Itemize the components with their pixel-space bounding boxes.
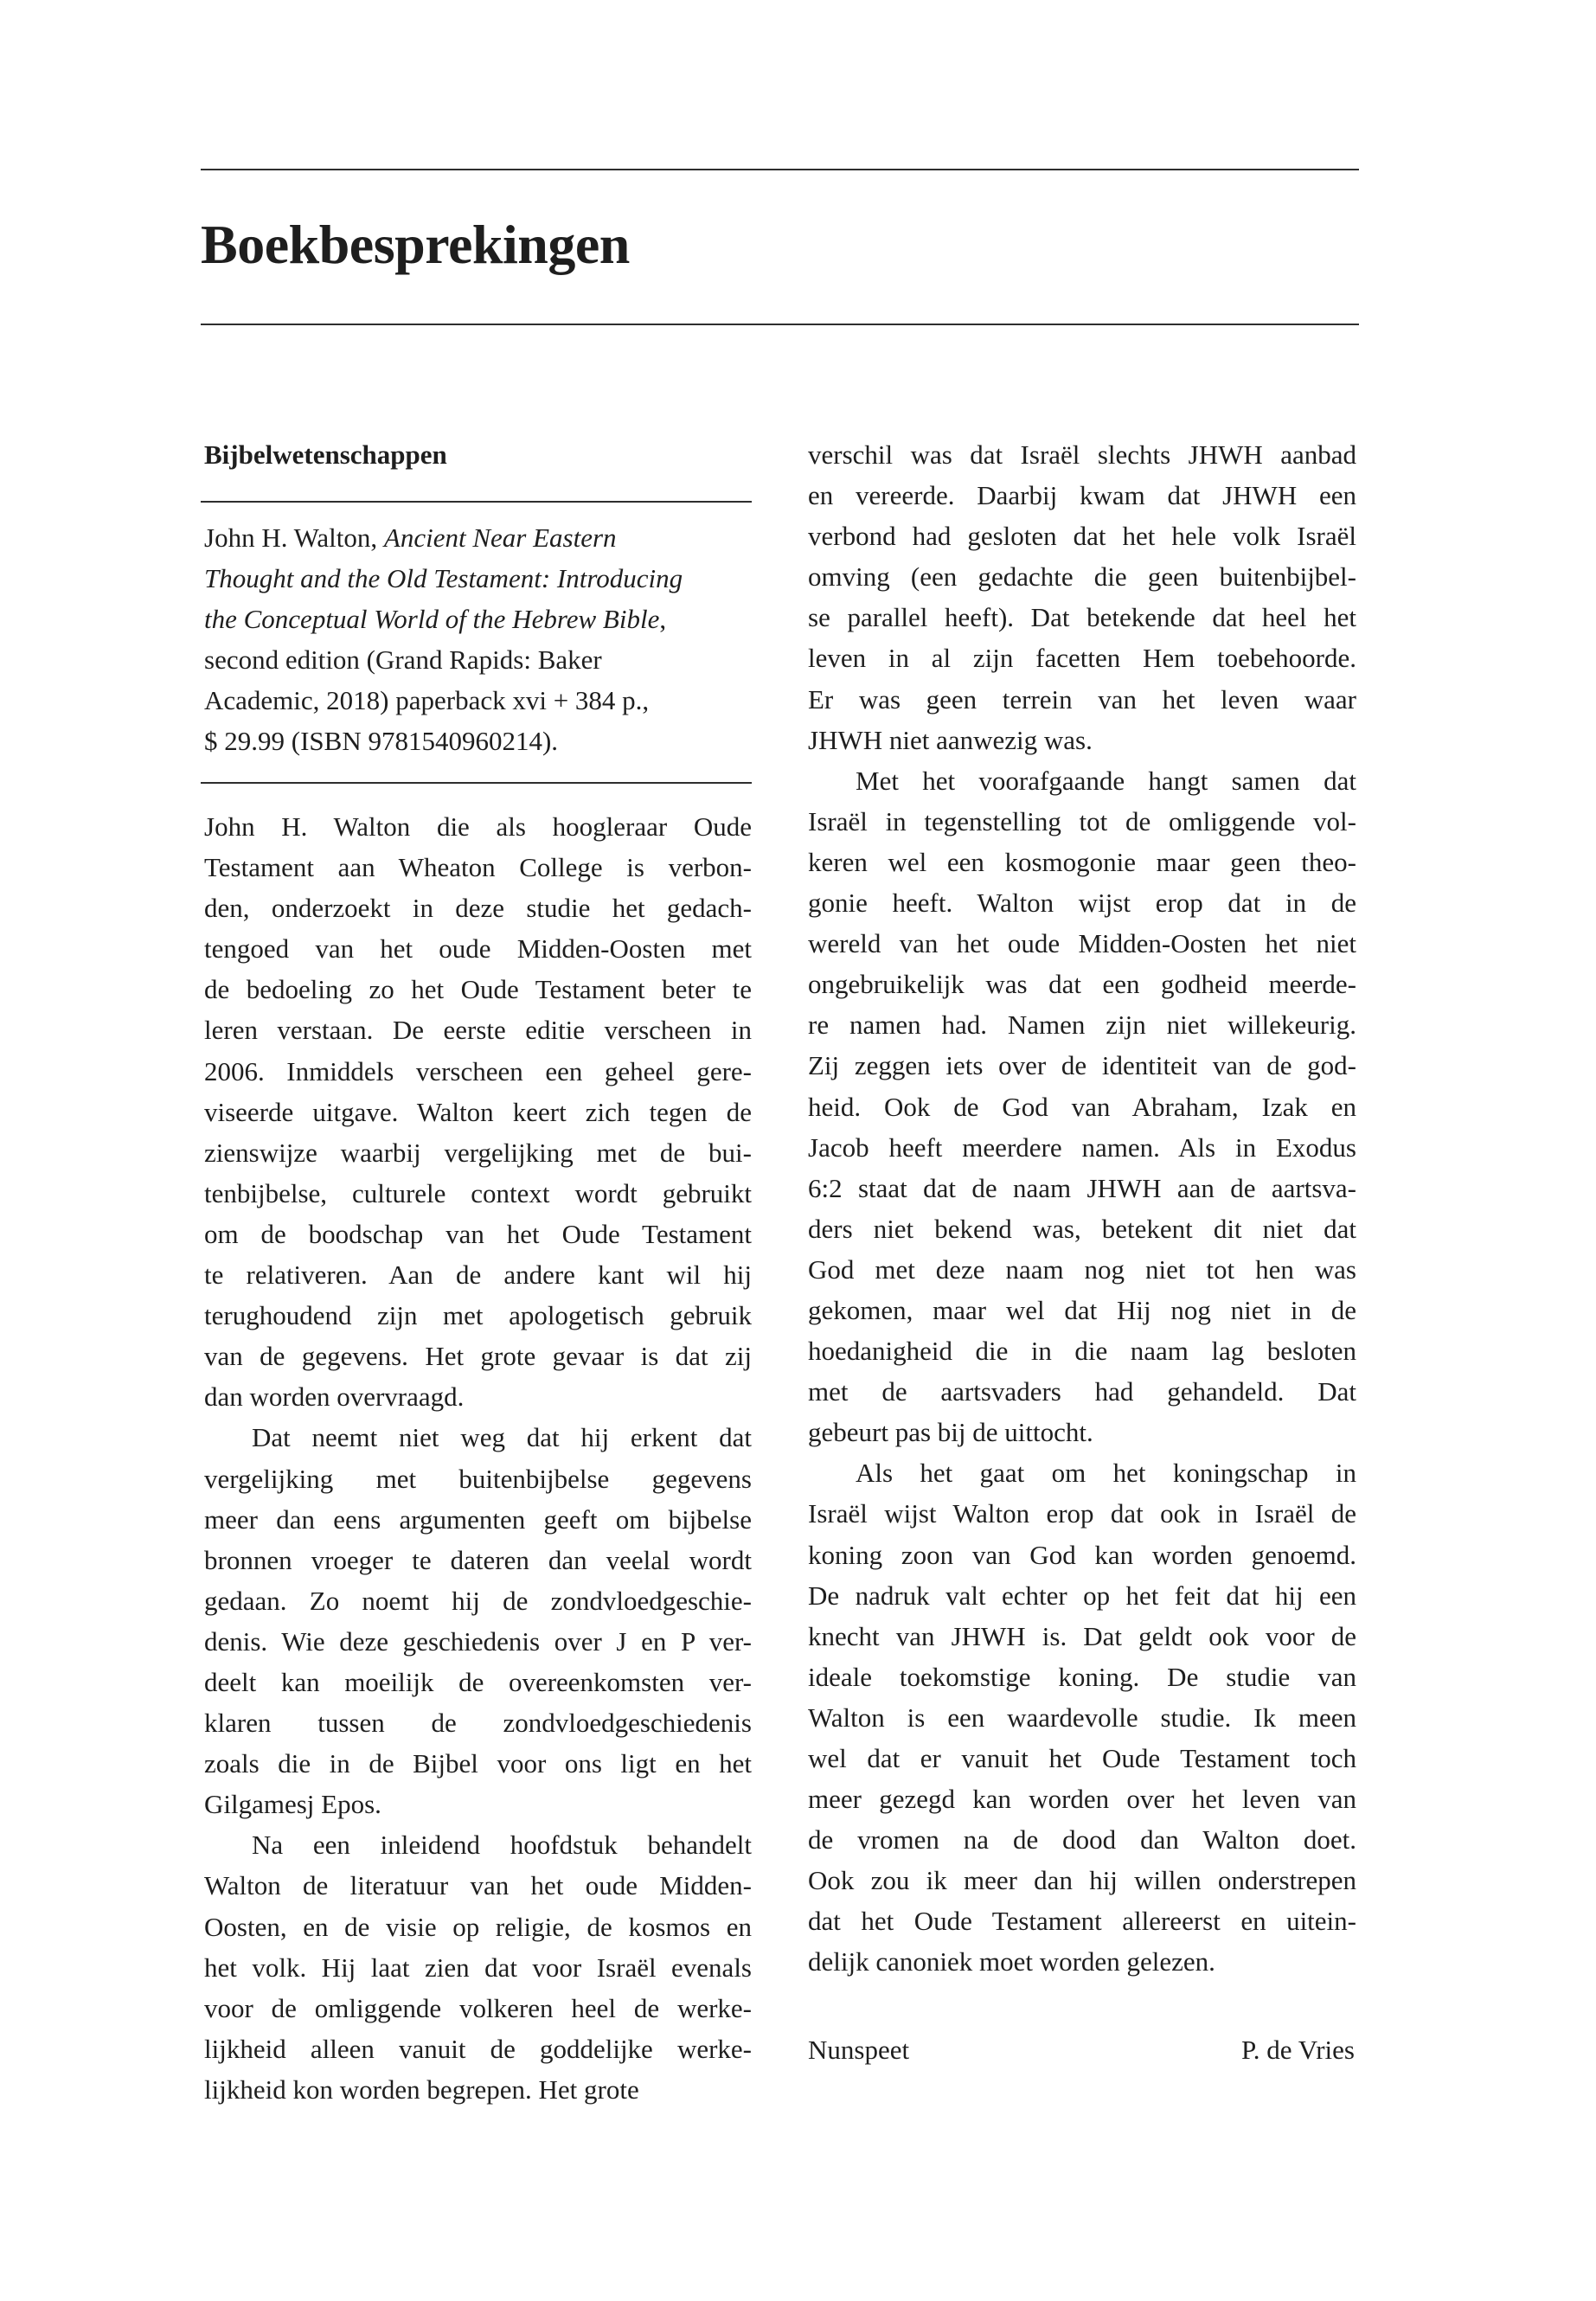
text-line: John H. Walton die als hoogleraar Oude bbox=[204, 811, 752, 842]
text-line: zienswijze waarbij vergelijking met de bui- bbox=[204, 1137, 752, 1168]
text-line: terughoudend zijn met apologetisch gebruik bbox=[204, 1300, 752, 1331]
text-line: gedaan. Zo noemt hij de zondvloedgeschie- bbox=[204, 1585, 752, 1616]
text-line: deelt kan moeilijk de overeenkomsten ver- bbox=[204, 1666, 752, 1697]
text-line: Ook zou ik meer dan hij willen onderstrepen bbox=[808, 1865, 1356, 1896]
page-title: Boekbesprekingen bbox=[201, 214, 630, 275]
citation-bottom-rule bbox=[201, 782, 752, 784]
text-line: delijk canoniek moet worden gelezen. bbox=[808, 1946, 1215, 1977]
text-line: Dat neemt niet weg dat hij erkent dat bbox=[252, 1422, 752, 1453]
text-line: meer dan eens argumenten geeft om bijbelse bbox=[204, 1503, 752, 1535]
paragraph bbox=[204, 806, 752, 1417]
citation-author: John H. Walton, bbox=[204, 522, 384, 553]
text-line: gonie heeft. Walton wijst erop dat in de bbox=[808, 888, 1356, 919]
text-line: De nadruk valt echter op het feit dat hij een bbox=[808, 1580, 1356, 1611]
paragraph bbox=[808, 434, 1356, 760]
citation-comma: , bbox=[659, 604, 667, 635]
text-line: om de boodschap van het Oude Testament bbox=[204, 1218, 752, 1249]
citation-line: $ 29.99 (ISBN 9781540960214). bbox=[204, 726, 559, 757]
citation-title: the Conceptual World of the Hebrew Bible bbox=[204, 604, 660, 635]
text-line: heid. Ook de God van Abraham, Izak en bbox=[808, 1091, 1356, 1122]
text-line: lijkheid alleen vanuit de goddelijke werke- bbox=[204, 2033, 752, 2064]
text-line: Jacob heeft meerdere namen. Als in Exodus bbox=[808, 1131, 1356, 1163]
title-bottom-rule bbox=[201, 324, 1359, 325]
text-line: Er was geen terrein van het leven waar bbox=[808, 683, 1356, 715]
text-line: met de aartsvaders had gehandeld. Dat bbox=[808, 1376, 1356, 1407]
text-line: verschil was dat Israël slechts JHWH aanbad bbox=[808, 439, 1356, 470]
signature-author: P. de Vries bbox=[1240, 2035, 1355, 2065]
text-line: JHWH niet aanwezig was. bbox=[808, 724, 1093, 755]
text-line: verbond had gesloten dat het hele volk Israël bbox=[808, 521, 1356, 552]
text-line: tengoed van het oude Midden-Oosten met bbox=[204, 933, 752, 965]
text-line: Israël wijst Walton erop dat ook in Israël de bbox=[808, 1498, 1356, 1529]
paragraph bbox=[204, 1417, 752, 1824]
text-line: voor de omliggende volkeren heel de werke- bbox=[204, 1992, 752, 2023]
text-line: keren wel een kosmogonie maar geen theo- bbox=[808, 846, 1356, 877]
text-line: knecht van JHWH is. Dat geldt ook voor de bbox=[808, 1620, 1356, 1651]
section-heading: Bijbelwetenschappen bbox=[204, 439, 447, 470]
citation-line bbox=[204, 559, 758, 599]
text-line: ongebruikelijk was dat een godheid meerde- bbox=[808, 969, 1356, 1000]
text-line: vergelijking met buitenbijbelse gegevens bbox=[204, 1463, 752, 1494]
text-line: koning zoon van God kan worden genoemd. bbox=[808, 1539, 1356, 1570]
citation-line: second edition (Grand Rapids: Baker bbox=[204, 644, 602, 676]
text-line: van de gegevens. Het grote gevaar is dat zij bbox=[204, 1341, 752, 1372]
text-line: den, onderzoekt in deze studie het gedach- bbox=[204, 893, 752, 924]
text-line: het volk. Hij laat zien dat voor Israël evenals bbox=[204, 1952, 752, 1983]
text-line: de vromen na de dood dan Walton doet. bbox=[808, 1824, 1356, 1856]
text-line: omving (een gedachte die geen buitenbijbel- bbox=[808, 561, 1356, 593]
text-line: Israël in tegenstelling tot de omliggende vol- bbox=[808, 805, 1356, 836]
text-line: wereld van het oude Midden-Oosten het niet bbox=[808, 928, 1356, 959]
text-line: wel dat er vanuit het Oude Testament toch bbox=[808, 1743, 1356, 1773]
text-line: bronnen vroeger te dateren dan veelal wordt bbox=[204, 1544, 752, 1575]
paragraph bbox=[204, 1824, 752, 2110]
text-line: 2006. Inmiddels verscheen een geheel gere- bbox=[204, 1055, 752, 1086]
text-line: hoedanigheid die in die naam lag besloten bbox=[808, 1336, 1356, 1367]
signature-place: Nunspeet bbox=[808, 2035, 910, 2065]
paragraph bbox=[808, 760, 1356, 1453]
text-line: Als het gaat om het koningschap in bbox=[856, 1458, 1356, 1489]
text-line: en vereerde. Daarbij kwam dat JHWH een bbox=[808, 480, 1356, 511]
text-line: dan worden overvraagd. bbox=[204, 1381, 465, 1413]
text-line: gekomen, maar wel dat Hij nog niet in de bbox=[808, 1294, 1356, 1325]
text-line: ders niet bekend was, betekent dit niet dat bbox=[808, 1213, 1356, 1244]
text-line: klaren tussen de zondvloedgeschiedenis bbox=[204, 1708, 752, 1739]
text-line: Testament aan Wheaton College is verbon- bbox=[204, 852, 752, 883]
text-line: ideale toekomstige koning. De studie van bbox=[808, 1661, 1356, 1692]
text-line: leven in al zijn facetten Hem toebehoorde. bbox=[808, 643, 1356, 674]
review-signature bbox=[808, 2029, 1355, 2070]
text-line: Zij zeggen iets over de identiteit van de god- bbox=[808, 1050, 1356, 1081]
text-line: Oosten, en de visie op religie, de kosmos en bbox=[204, 1911, 752, 1942]
text-line: 6:2 staat dat de naam JHWH aan de aartsva- bbox=[808, 1172, 1356, 1203]
text-line: se parallel heeft). Dat betekende dat heel het bbox=[808, 602, 1356, 633]
citation-title: Thought and the Old Testament: Introducing bbox=[204, 563, 683, 594]
citation-top-rule bbox=[201, 501, 752, 503]
text-line: viseerde uitgave. Walton keert zich tegen de bbox=[204, 1096, 752, 1127]
text-line: leren verstaan. De eerste editie verscheen in bbox=[204, 1015, 752, 1046]
text-line: Na een inleidend hoofdstuk behandelt bbox=[252, 1830, 752, 1861]
text-line: te relativeren. Aan de andere kant wil hij bbox=[204, 1259, 752, 1291]
text-line: de bedoeling zo het Oude Testament beter te bbox=[204, 974, 752, 1005]
text-line: Walton de literatuur van het oude Midden- bbox=[204, 1870, 752, 1901]
citation-line bbox=[204, 518, 758, 559]
text-line: meer gezegd kan worden over het leven van bbox=[808, 1784, 1356, 1815]
text-line: Walton is een waardevolle studie. Ik meen bbox=[808, 1702, 1356, 1733]
text-line: zoals die in de Bijbel voor ons ligt en het bbox=[204, 1748, 752, 1779]
text-line: denis. Wie deze geschiedenis over J en P ver- bbox=[204, 1625, 752, 1657]
text-line: gebeurt pas bij de uittocht. bbox=[808, 1417, 1093, 1448]
text-line: re namen had. Namen zijn niet willekeurig. bbox=[808, 1009, 1356, 1041]
text-line: Gilgamesj Epos. bbox=[204, 1789, 381, 1820]
paragraph bbox=[808, 1452, 1356, 1982]
citation-line: Academic, 2018) paperback xvi + 384 p., bbox=[204, 685, 650, 716]
citation-line bbox=[204, 599, 758, 640]
left-column-body bbox=[204, 806, 752, 2110]
text-line: tenbijbelse, culturele context wordt gebruikt bbox=[204, 1177, 752, 1208]
top-rule bbox=[201, 169, 1359, 170]
citation-title: Ancient Near Eastern bbox=[383, 522, 617, 553]
text-line: Met het voorafgaande hangt samen dat bbox=[856, 765, 1356, 796]
text-line: lijkheid kon worden begrepen. Het grote bbox=[204, 2073, 639, 2105]
right-column-body bbox=[808, 434, 1356, 1983]
text-line: God met deze naam nog niet tot hen was bbox=[808, 1253, 1356, 1285]
book-citation bbox=[204, 518, 758, 763]
text-line: dat het Oude Testament allereerst en uitein- bbox=[808, 1906, 1356, 1937]
